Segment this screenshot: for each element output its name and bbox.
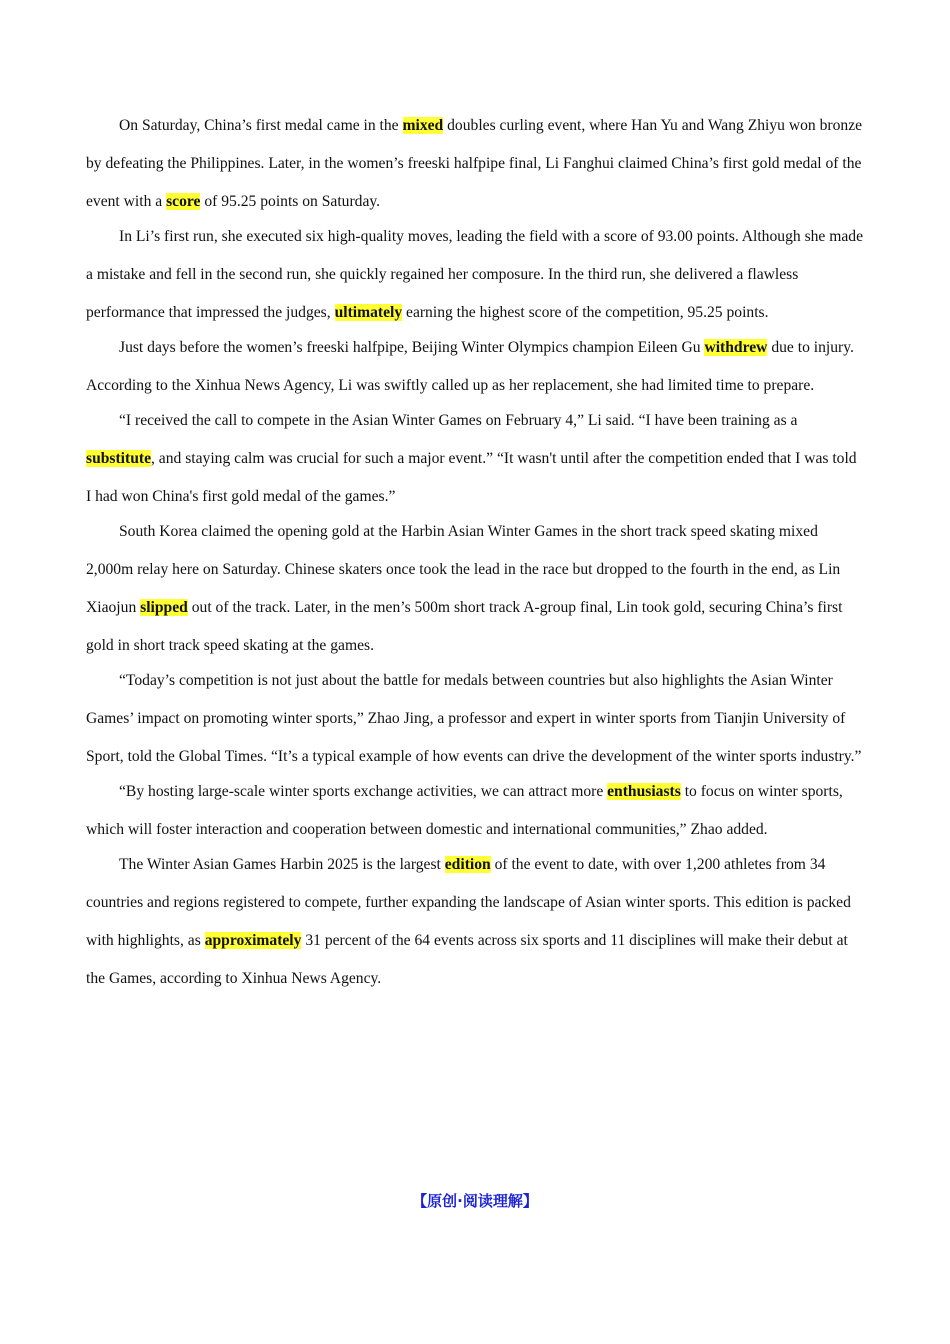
paragraph-text: of 95.25 points on Saturday. xyxy=(200,193,381,210)
article-body xyxy=(86,107,864,995)
article-paragraph xyxy=(86,329,864,405)
article-paragraph xyxy=(86,218,864,332)
paragraph-text: On Saturday, China’s first medal came in the xyxy=(119,117,403,134)
highlighted-word: score xyxy=(166,193,201,210)
paragraph-text: of the event to date, with over 1,200 athletes from 34 countries and regions registered to compete, further expanding the landscape of Asian winter sports. This edition is packed with highlights, as xyxy=(86,856,851,949)
paragraph-text: to focus on winter sports, which will foster interaction and cooperation between domestic and international communities,” Zhao added. xyxy=(86,783,843,838)
paragraph-text: 31 percent of the 64 events across six sports and 11 disciplines will make their debut at the Games, according to Xinhua News Agency. xyxy=(86,932,848,987)
highlighted-word: edition xyxy=(444,856,491,873)
section-title: 【原创·阅读理解】 xyxy=(412,1192,538,1210)
paragraph-text: Just days before the women’s freeski halfpipe, Beijing Winter Olympics champion Eileen Gu xyxy=(119,339,705,356)
paragraph-text: “I received the call to compete in the Asian Winter Games on February 4,” Li said. “I have been training as a xyxy=(119,412,798,429)
paragraph-text: earning the highest score of the competition, 95.25 points. xyxy=(402,304,769,321)
article-paragraph xyxy=(86,107,864,221)
highlighted-word: mixed xyxy=(402,117,444,134)
highlighted-word: approximately xyxy=(204,932,302,949)
paragraph-text: doubles curling event, where Han Yu and Wang Zhiyu won bronze by defeating the Philippines. Later, in the women’s freeski halfpipe final, Li Fanghui claimed China’s first gold medal of the event with a xyxy=(86,117,863,210)
highlighted-word: ultimately xyxy=(334,304,403,321)
highlighted-word: withdrew xyxy=(704,339,768,356)
article-paragraph xyxy=(86,662,864,776)
highlighted-word: substitute xyxy=(86,450,151,467)
paragraph-text: “By hosting large-scale winter sports exchange activities, we can attract more xyxy=(119,783,608,800)
paragraph-text: The Winter Asian Games Harbin 2025 is the largest xyxy=(119,856,445,873)
paragraph-text: out of the track. Later, in the men’s 500m short track A-group final, Lin took gold, securing China’s first gold in short track speed skating at the games. xyxy=(86,599,843,654)
article-paragraph xyxy=(86,846,864,998)
paragraph-text: In Li’s first run, she executed six high-quality moves, leading the field with a score of 93.00 points. Although she made a mistake and fell in the second run, she quickly regained her composure. In the third run, she delivered a flawless performance that impressed the judges, xyxy=(86,228,864,321)
paragraph-text: due to injury. According to the Xinhua News Agency, Li was swiftly called up as her replacement, she had limited time to prepare. xyxy=(86,339,854,394)
article-paragraph xyxy=(86,513,864,665)
article-paragraph xyxy=(86,773,864,849)
article-paragraph xyxy=(86,402,864,516)
highlighted-word: slipped xyxy=(140,599,188,616)
paragraph-text: “Today’s competition is not just about the battle for medals between countries but also highlights the Asian Winter Games’ impact on promoting winter sports,” Zhao Jing, a professor and expert in winter sports from Tianjin University of Sport, told the Global Times. “It’s a typical example of how events can drive the development of the winter sports industry.” xyxy=(86,672,862,765)
highlighted-word: enthusiasts xyxy=(607,783,681,800)
paragraph-text: South Korea claimed the opening gold at the Harbin Asian Winter Games in the short track speed skating mixed 2,000m relay here on Saturday. Chinese skaters once took the lead in the race but dropped to the fourth in the end, as Lin Xiaojun xyxy=(86,523,841,616)
paragraph-text: , and staying calm was crucial for such a major event.” “It wasn't until after the competition ended that I was told I had won China's first gold medal of the games.” xyxy=(86,450,857,505)
